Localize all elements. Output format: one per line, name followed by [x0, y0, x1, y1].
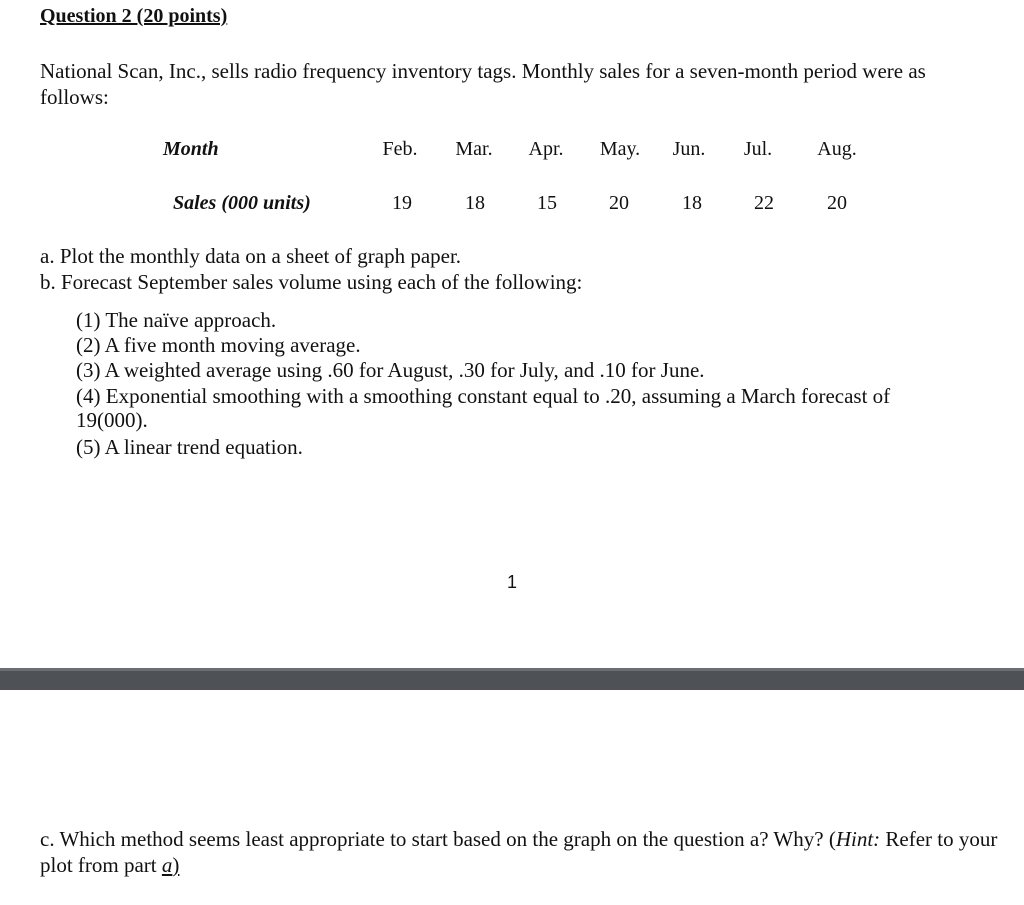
method-weighted-average: (3) A weighted average using .60 for August, .30 for July, and .10 for June.	[76, 358, 705, 382]
closing-paren: )	[172, 853, 180, 877]
month-cell: Aug.	[817, 138, 857, 160]
month-cell: Apr.	[528, 138, 564, 160]
month-cell: Jul.	[743, 138, 773, 160]
part-b: b. Forecast September sales volume using each of the following:	[40, 270, 583, 294]
method-moving-average: (2) A five month moving average.	[76, 333, 361, 357]
method-linear-trend: (5) A linear trend equation.	[76, 435, 303, 459]
sales-cell: 20	[609, 192, 629, 214]
method-naive: (1) The naïve approach.	[76, 308, 277, 332]
method-exponential-smoothing: (4) Exponential smoothing with a smoothing constant equal to .20, assuming a March forecast of	[76, 384, 891, 408]
part-c-question: c. Which method seems least appropriate to start based on the graph on the question a? Why? (	[40, 827, 836, 851]
month-cell: May.	[599, 138, 641, 160]
question-intro: National Scan, Inc., sells radio frequency inventory tags. Monthly sales for a seven-month period were as follows:	[40, 59, 926, 109]
page-2	[0, 690, 1024, 905]
month-label: Month	[163, 138, 219, 160]
hint-text: Refer to your plot from part	[40, 827, 998, 877]
month-cell: Jun.	[672, 138, 706, 160]
part-a: a. Plot the monthly data on a sheet of graph paper.	[40, 244, 462, 268]
month-cell: Feb.	[382, 138, 418, 160]
page-separator	[0, 668, 1024, 690]
hint-label: Hint:	[835, 827, 881, 851]
method-exponential-smoothing-cont: 19(000).	[76, 408, 148, 432]
sales-cell: 20	[827, 192, 847, 214]
sales-label: Sales (000 units)	[173, 192, 311, 214]
part-a-reference: a	[161, 853, 173, 877]
sales-cell: 19	[392, 192, 412, 214]
part-c	[40, 826, 1000, 878]
sales-cell: 22	[754, 192, 774, 214]
sales-cell: 18	[682, 192, 702, 214]
page-number: 1	[506, 572, 517, 592]
question-heading: Question 2 (20 points)	[40, 5, 228, 27]
sales-cell: 18	[465, 192, 485, 214]
month-cell: Mar.	[455, 138, 493, 160]
sales-cell: 15	[537, 192, 557, 214]
